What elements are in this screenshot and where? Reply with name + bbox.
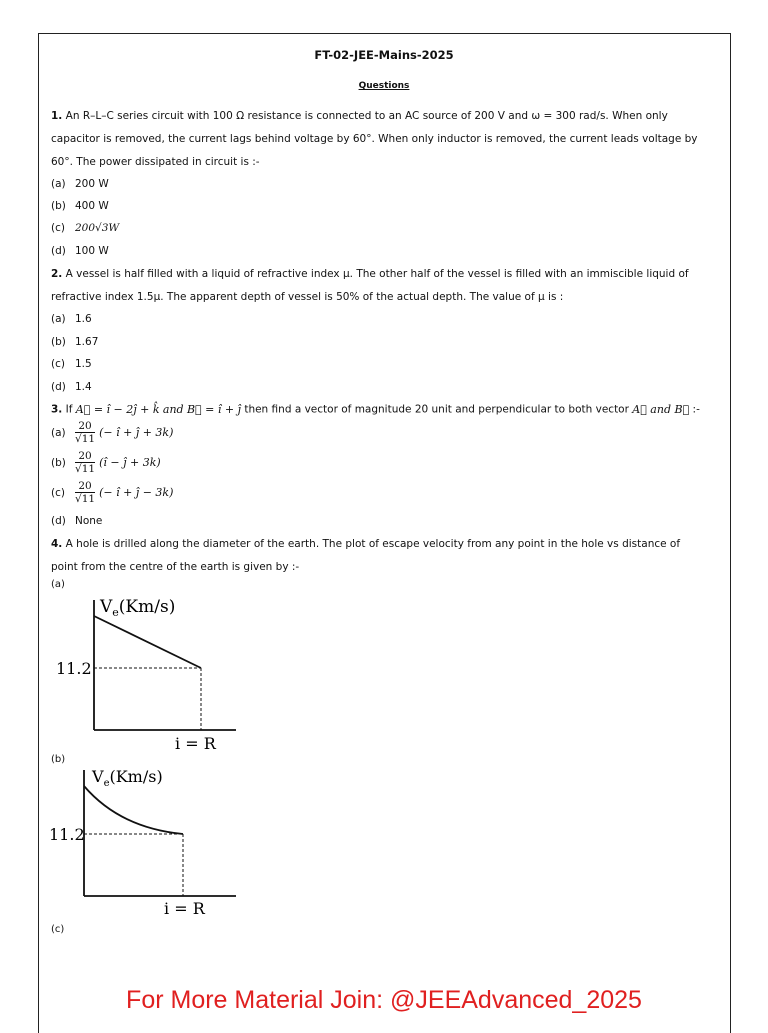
q3-option-d[interactable]: (d) None: [51, 515, 103, 527]
q2-option-d[interactable]: (d) 1.4: [51, 381, 92, 393]
q3-number: 3.: [51, 403, 63, 416]
q4-text: A hole is drilled along the diameter of the earth. The plot of escape velocity from any point in the hole vs distance of: [65, 538, 681, 550]
q4-option-a-label[interactable]: (a): [51, 579, 65, 590]
q1-line-1: [51, 110, 668, 122]
q3-option-b[interactable]: (b) $\frac{20}{√11}$ (î − ĵ + 3k): [51, 450, 161, 475]
q1-option-c[interactable]: (c) 200√3W: [51, 222, 120, 234]
vector-a-expression: A⃗ = î − 2ĵ + k̂: [75, 403, 160, 416]
q4-line-2: point from the centre of the earth is given by :-: [51, 561, 300, 573]
q2-option-b[interactable]: (b) 1.67: [51, 336, 99, 348]
q3-option-c[interactable]: (c) $\frac{20}{√11}$ (− î + ĵ − 3k): [51, 480, 174, 505]
fraction: $\frac{20}{√11}$: [75, 420, 96, 445]
section-heading: Questions: [358, 81, 410, 91]
q3-option-a[interactable]: (a) $\frac{20}{√11}$ (− î + ĵ + 3k): [51, 420, 174, 445]
q4-line-1: [51, 538, 680, 550]
y-axis-label: $V_e(Km/s)$: [100, 597, 176, 619]
q2-text: A vessel is half filled with a liquid of refractive index μ. The other half of the vessel is filled with an immiscible liquid of: [65, 268, 689, 280]
q1-line-3: 60°. The power dissipated in circuit is :-: [51, 156, 260, 168]
q2-number: 2.: [51, 268, 63, 280]
y-axis-label: $V_e(Km/s)$: [92, 767, 163, 789]
q1-option-d[interactable]: (d) 100 W: [51, 245, 109, 257]
escape-velocity-curve: [84, 786, 183, 834]
q2-option-a[interactable]: (a) 1.6: [51, 313, 92, 325]
q1-option-a[interactable]: (a) 200 W: [51, 178, 109, 190]
fraction: $\frac{20}{√11}$: [75, 480, 96, 505]
q2-line-1: [51, 268, 689, 280]
q1-text: An R–L–C series circuit with 100 Ω resistance is connected to an AC source of 200 V and ω = 300 rad/s. When only: [65, 110, 668, 122]
vector-b-expression: B⃗ = î + ĵ: [186, 403, 241, 416]
document-title: FT-02-JEE-Mains-2025: [314, 48, 454, 62]
q4-option-c-label[interactable]: (c): [51, 924, 65, 935]
q4-option-b-label[interactable]: (b): [51, 754, 66, 765]
q1-line-2: capacitor is removed, the current lags behind voltage by 60°. When only inductor is removed, the current leads voltage by: [51, 133, 698, 145]
x-tick-label: i = R: [175, 734, 216, 752]
q3-line-1: 3. If A⃗ = î − 2ĵ + k̂ and B⃗ = î + ĵ then find a vector of magnitude 20 unit and perpendicular to both vector A⃗ and B⃗ :-: [51, 403, 700, 416]
q4-graph-b: [40, 766, 240, 921]
q1-number: 1.: [51, 110, 63, 122]
promo-footer: For More Material Join: @JEEAdvanced_2025: [126, 986, 642, 1014]
q1-option-b[interactable]: (b) 400 W: [51, 200, 109, 212]
q4-graph-a: [50, 592, 250, 752]
x-tick-label: i = R: [164, 899, 205, 918]
y-tick-label: 11.2: [49, 825, 85, 844]
y-tick-label: 11.2: [56, 659, 92, 678]
q4-number: 4.: [51, 538, 63, 550]
q2-option-c[interactable]: (c) 1.5: [51, 358, 92, 370]
q2-line-2: refractive index 1.5μ. The apparent depth of vessel is 50% of the actual depth. The value of μ is :: [51, 291, 564, 303]
fraction: $\frac{20}{√11}$: [75, 450, 96, 475]
escape-velocity-curve: [94, 616, 201, 668]
